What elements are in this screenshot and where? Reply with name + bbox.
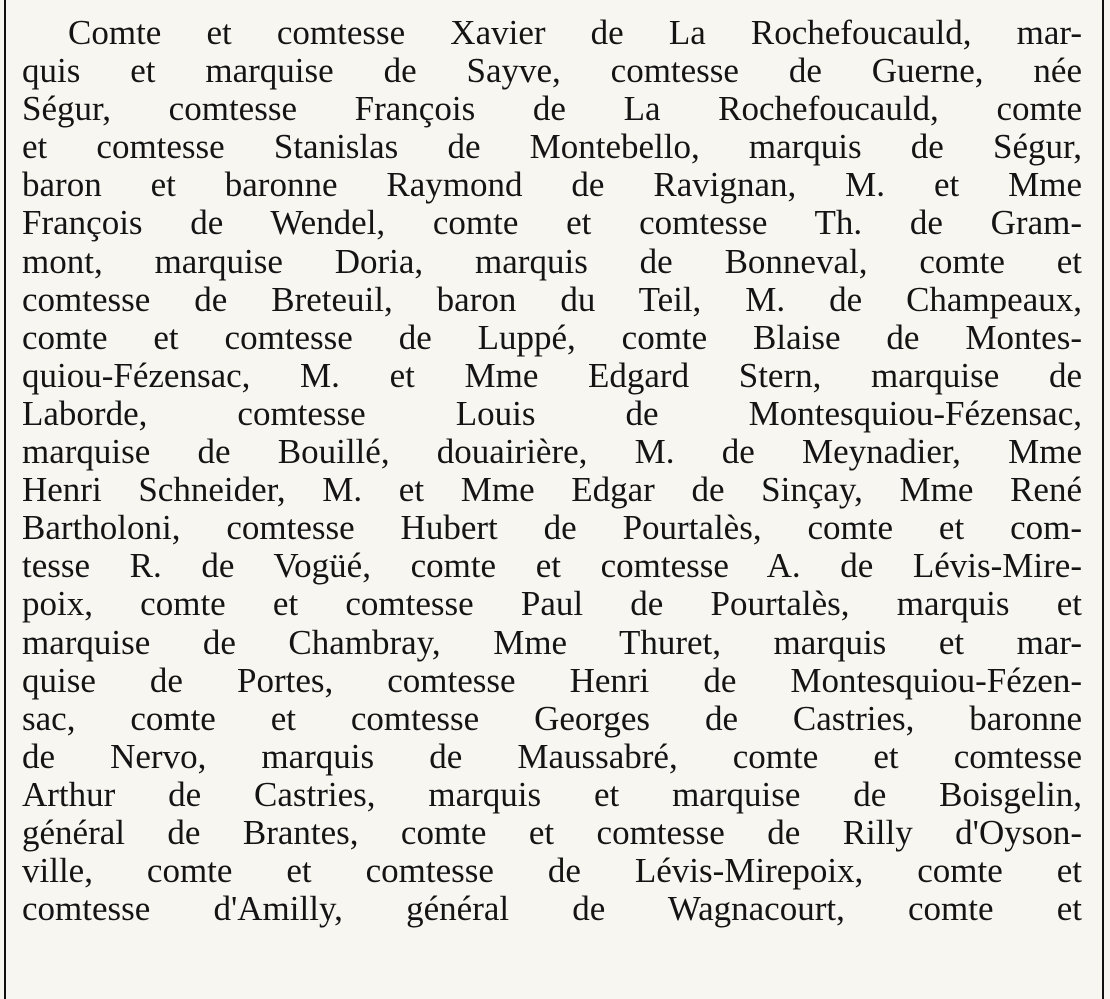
text-line: quis et marquise de Sayve, comtesse de Guerne, née [22, 52, 1082, 91]
column-rule-right [1102, 0, 1104, 999]
text-line: comtesse de Breteuil, baron du Teil, M. de Champeaux, [22, 280, 1082, 319]
article-paragraph [22, 14, 1082, 928]
text-line: baron et baronne Raymond de Ravignan, M. et Mme [22, 166, 1082, 205]
text-line: marquise de Bouillé, douairière, M. de Meynadier, Mme [22, 433, 1082, 472]
text-line: Ségur, comtesse François de La Rochefoucauld, comte [22, 90, 1082, 129]
text-line: Bartholoni, comtesse Hubert de Pourtalès, comte et com- [22, 509, 1082, 548]
text-line: et comtesse Stanislas de Montebello, marquis de Ségur, [22, 128, 1082, 167]
text-line: comte et comtesse de Luppé, comte Blaise de Montes- [22, 318, 1082, 357]
text-line: François de Wendel, comte et comtesse Th. de Gram- [22, 204, 1082, 243]
column-rule-left [4, 0, 6, 999]
text-line: sac, comte et comtesse Georges de Castries, baronne [22, 699, 1082, 738]
text-line: ville, comte et comtesse de Lévis-Mirepoix, comte et [22, 852, 1082, 891]
text-line: général de Brantes, comte et comtesse de Rilly d'Oyson- [22, 813, 1082, 852]
text-line: de Nervo, marquis de Maussabré, comte et comtesse [22, 737, 1082, 776]
text-line: mont, marquise Doria, marquis de Bonneval, comte et [22, 242, 1082, 281]
text-line: comtesse d'Amilly, général de Wagnacourt, comte et [22, 890, 1082, 929]
text-line: Laborde, comtesse Louis de Montesquiou-Fézensac, [22, 394, 1082, 433]
text-line: poix, comte et comtesse Paul de Pourtalès, marquis et [22, 585, 1082, 624]
text-line: Arthur de Castries, marquis et marquise de Boisgelin, [22, 775, 1082, 814]
text-line: Henri Schneider, M. et Mme Edgar de Sinçay, Mme René [22, 471, 1082, 510]
text-line: quiou-Fézensac, M. et Mme Edgard Stern, marquise de [22, 356, 1082, 395]
text-line: Comte et comtesse Xavier de La Rochefoucauld, mar- [68, 14, 1082, 52]
text-line: marquise de Chambray, Mme Thuret, marquis et mar- [22, 623, 1082, 662]
text-line: tesse R. de Vogüé, comte et comtesse A. de Lévis-Mire- [22, 547, 1082, 586]
text-line: quise de Portes, comtesse Henri de Montesquiou-Fézen- [22, 661, 1082, 700]
